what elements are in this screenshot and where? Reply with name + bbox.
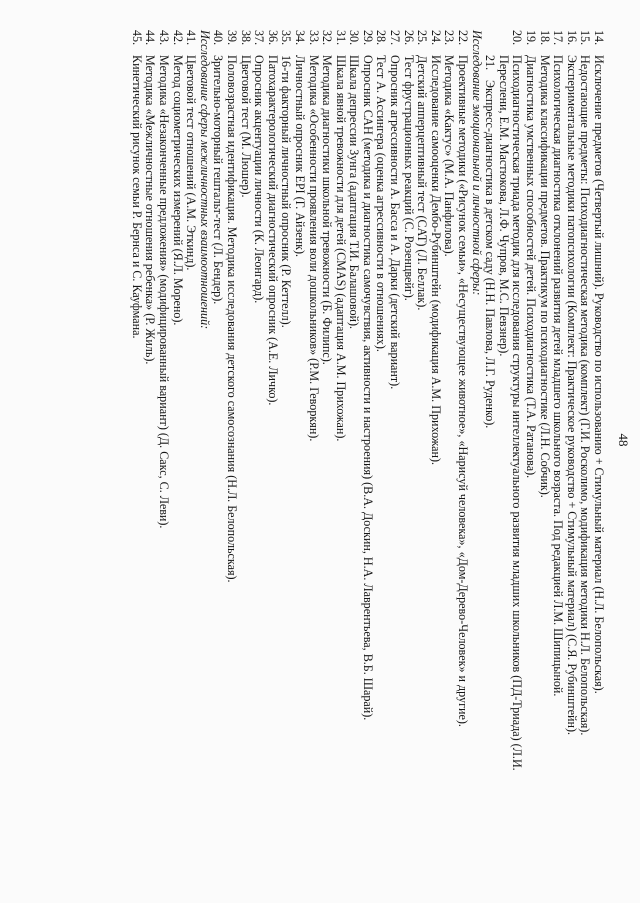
list-item xyxy=(279,30,293,890)
list-item-text: Экспресс-диагностика в детском саду (Н.Н. Павлова, Л.Г. Руденко). xyxy=(483,80,498,429)
list-item-number: 43. xyxy=(157,30,171,46)
list-item-text: Исследование самооценки Дембо-Рубинштейн (модификация А.М. Прихожан). xyxy=(428,55,443,466)
list-item-text: Проективные методики («Рисунок семьи», «Несуществующее животное», «Нарисуй человека», «Дом-Дерево-Человек» и другие). xyxy=(456,55,471,727)
rotated-content xyxy=(7,10,631,890)
list-item-text: Половозрастная идентификация. Методика исследования детского самосознания (Н.Л. Белопольская). xyxy=(224,55,239,583)
list-item xyxy=(523,30,537,890)
list-item-number: 38. xyxy=(238,30,253,46)
list-item-number: 41. xyxy=(184,30,199,46)
list-item-text: Цветовой тест отношений (А.М. Эткинд). xyxy=(184,55,199,271)
list-item-number: 40. xyxy=(211,30,226,46)
list-item-text: Психологическая диагностика отклонений развития детей младшего школьного возраста. Под редакцией Л.М. Шипицыной. xyxy=(551,55,566,697)
list-item-number: 27. xyxy=(388,30,403,46)
list-item-text: Кинетический рисунок семьи Р. Бернса и С. Кауфмана. xyxy=(129,55,144,339)
list-item-number: 17. xyxy=(551,30,566,46)
list-item xyxy=(224,30,238,890)
list-item xyxy=(156,30,170,890)
list-item xyxy=(455,30,469,890)
list-item-text: Тест А. Ассингера (оценка агрессивности в отношениях). xyxy=(374,55,389,352)
list-item-continuation: Переслени, Е.М. Мастюкова, Л.Ф. Чупров, М.С. Певзнер). xyxy=(496,55,511,357)
methods-list xyxy=(129,30,605,890)
list-item-number: 25. xyxy=(415,30,430,46)
list-item xyxy=(170,30,184,890)
list-item-text: Личностный опросник EPI (Г. Айзенк). xyxy=(292,55,307,258)
list-item xyxy=(374,30,388,890)
list-item-text: Недостающие предметы: Психодиагностическая методика (комплект) (Г.И. Росколимо, модификация методики Н.Л. Белопольская). xyxy=(578,55,593,736)
list-item xyxy=(306,30,320,890)
list-item xyxy=(320,30,334,890)
list-item-text: Исключение предметов (Четвертый лишний). Руководство по использованию + Стимульный материал (Н.Л. Белопольская). xyxy=(592,55,606,694)
list-item xyxy=(483,30,497,890)
list-item-number: 45. xyxy=(129,30,144,46)
list-item xyxy=(564,30,578,890)
list-item xyxy=(143,30,157,890)
list-item-number: 19. xyxy=(524,30,539,46)
list-item xyxy=(510,30,524,890)
list-item-text: 16-ти факторный личностный опросник (Р. Кеттелл). xyxy=(279,55,294,328)
list-item-number: 18. xyxy=(537,30,552,46)
list-item-text: Цветовой тест (М. Люшер). xyxy=(238,55,253,198)
list-item-text: Диагностика умственных способностей детей. Психодиагностика (Т.А. Ратанова). xyxy=(524,55,539,479)
list-item-text: Методика «Незаконченные предложения» (модифицированный вариант) (Д. Сакс, С. Леви). xyxy=(157,55,171,529)
list-item xyxy=(551,30,565,890)
section-heading: Исследование эмоциональной и личностной сферы: xyxy=(469,30,484,296)
list-item-number: 44. xyxy=(143,30,158,46)
list-item-text: Экспериментальные методики патопсихологии (Комплект: Практическое руководство + Стимульный материал) (С.Я. Рубинштейн). xyxy=(564,55,579,736)
list-item-number: 20. xyxy=(510,30,525,46)
list-item-number: 22. xyxy=(456,30,471,46)
section-heading: Исследование сферы межличностных взаимоотношений: xyxy=(197,30,212,330)
list-item-number: 16. xyxy=(564,30,579,46)
list-item-text: Зрительно-моторный гештальт-тест (Л. Бендер). xyxy=(211,55,226,305)
list-item-number: 14. xyxy=(592,30,606,46)
list-item-text: Детский апперцептивный тест (CAT) (Л. Беллак). xyxy=(415,55,430,311)
list-item-text: Методика классификации предметов. Практикум по психодиагностике (Л.Н. Собчик). xyxy=(537,55,552,498)
list-item xyxy=(265,30,279,890)
list-item xyxy=(428,30,442,890)
list-item-number: 21. xyxy=(483,55,498,71)
list-item-text: Патохарактерологический диагностический опросник (А.Е. Личко). xyxy=(265,55,280,406)
list-item-number: 36. xyxy=(265,30,280,46)
list-item xyxy=(333,30,347,890)
list-item-number: 15. xyxy=(578,30,593,46)
list-item-text: Шкала явной тревожности для детей (CMAS) (адаптация А.М. Прихожан). xyxy=(333,55,348,442)
list-item xyxy=(360,30,374,890)
list-item xyxy=(292,30,306,890)
list-item-text: Метод социометрических измерений (Я.Л. Морено). xyxy=(170,55,185,326)
list-item xyxy=(238,30,252,890)
list-item-number: 23. xyxy=(442,30,457,46)
list-item-number: 37. xyxy=(252,30,267,46)
list-item-number: 30. xyxy=(347,30,362,46)
list-item-text: Тест фрустрационных реакций (С. Розенцвейг). xyxy=(401,55,416,301)
list-item xyxy=(442,30,456,890)
list-item-text: Методика «Кактус» (М.А. Панфилова). xyxy=(442,55,457,257)
list-item xyxy=(347,30,361,890)
list-item-number: 28. xyxy=(374,30,389,46)
list-item xyxy=(388,30,402,890)
list-item-number: 32. xyxy=(320,30,335,46)
list-item xyxy=(211,30,225,890)
list-item-number: 24. xyxy=(428,30,443,46)
list-item-number: 42. xyxy=(170,30,185,46)
list-item xyxy=(591,30,605,890)
list-item xyxy=(129,30,143,890)
list-item-text: Шкала депрессии Зунга (адаптация Т.И. Балашовой). xyxy=(347,55,362,330)
list-item-number: 31. xyxy=(333,30,348,46)
list-item-number: 39. xyxy=(224,30,239,46)
list-item-text: Методика «Межличностные отношения ребенка» (Р. Жиль). xyxy=(143,55,158,365)
list-item xyxy=(415,30,429,890)
list-item-text: Методика «Особенности проявления воли дошкольников» (Р.М. Геворкян). xyxy=(306,55,321,442)
list-item-number: 34. xyxy=(292,30,307,46)
list-item xyxy=(537,30,551,890)
list-item-number: 26. xyxy=(401,30,416,46)
list-item-number: 33. xyxy=(306,30,321,46)
list-item xyxy=(252,30,266,890)
list-item xyxy=(401,30,415,890)
list-item-text: Методика диагностики школьной тревожности (Б. Филипс). xyxy=(320,55,335,365)
list-item xyxy=(578,30,592,890)
list-item-number: 35. xyxy=(279,30,294,46)
list-item-text: Опросник САН (методика и диагностика самочувствия, активности и настроения) (В.А. Доскин, Н.А. Лаврентьева, В.Б. Шарай). xyxy=(360,55,375,721)
page-number: 48 xyxy=(616,433,631,447)
list-item-text: Психодиагностическая триада методик для исследования структуры интеллектуального развития младших школьников (ПД-Триада) (Л.И. xyxy=(510,55,525,771)
list-item xyxy=(184,30,198,890)
list-item-text: Опросник агрессивности А. Басса и А. Дарки (детский вариант). xyxy=(388,55,403,390)
list-item-text: Опросник акцентуации личности (К. Леонгард). xyxy=(252,55,267,304)
list-item-number: 29. xyxy=(360,30,375,46)
